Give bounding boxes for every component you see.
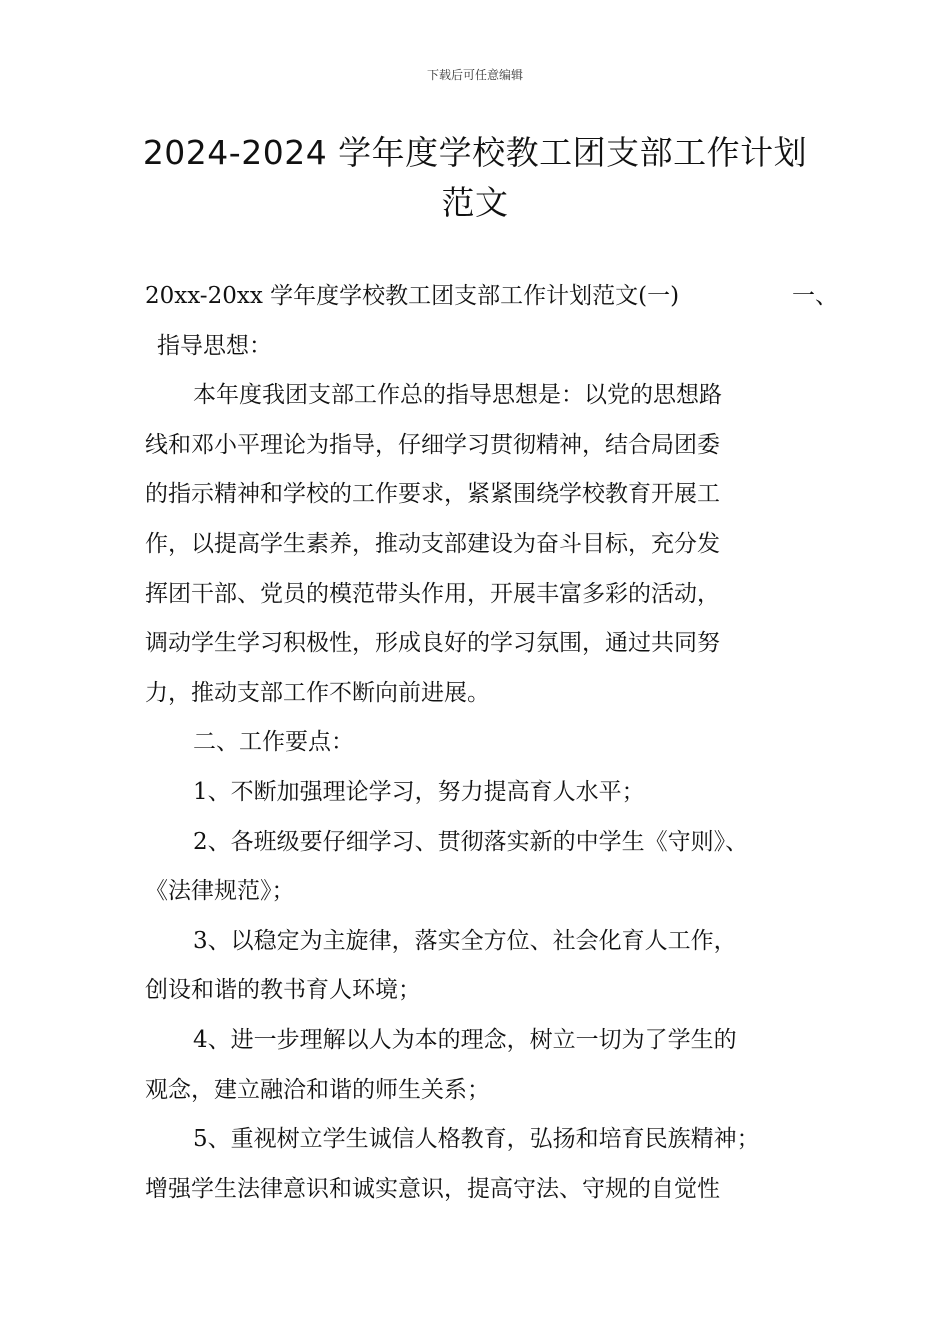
section-heading xyxy=(145,272,838,322)
paragraph-line: 调动学生学习积极性，形成良好的学习氛围，通过共同努 xyxy=(145,630,720,657)
section-heading-text: 20xx-20xx 学年度学校教工团支部工作计划范文(一) xyxy=(145,283,680,309)
paragraph-line: 挥团干部、党员的模范带头作用，开展丰富多彩的活动， xyxy=(145,580,720,607)
document-body xyxy=(145,272,838,1214)
list-item-5: 5、重视树立学生诚信人格教育，弘扬和培育民族精神； xyxy=(193,1126,760,1153)
list-item-3: 3、以稳定为主旋律，落实全方位、社会化育人工作， xyxy=(193,927,737,954)
paragraph-line: 本年度我团支部工作总的指导思想是：以党的思想路 xyxy=(193,382,722,409)
list-item-2: 2、各班级要仔细学习、贯彻落实新的中学生《守则》、 xyxy=(193,828,749,855)
list-item-4-cont: 观念，建立融洽和谐的师生关系； xyxy=(145,1076,490,1103)
paragraph-line: 力，推动支部工作不断向前进展。 xyxy=(145,679,490,706)
header-note: 下载后可任意编辑 xyxy=(426,68,523,82)
paragraph-line: 的指示精神和学校的工作要求，紧紧围绕学校教育开展工 xyxy=(145,481,720,508)
paragraph-line: 作，以提高学生素养，推动支部建设为奋斗目标，充分发 xyxy=(145,530,720,557)
list-item-2-cont: 《法律规范》； xyxy=(145,878,295,905)
list-item-4: 4、进一步理解以人为本的理念，树立一切为了学生的 xyxy=(193,1026,737,1053)
document-title xyxy=(120,128,830,228)
section-number: 一、 xyxy=(792,283,838,309)
list-item-3-cont: 创设和谐的教书育人环境； xyxy=(145,977,421,1004)
list-item-5-cont: 增强学生法律意识和诚实意识，提高守法、守规的自觉性 xyxy=(145,1175,720,1202)
list-item-1: 1、不断加强理论学习，努力提高育人水平； xyxy=(193,778,645,805)
paragraph-line: 线和邓小平理论为指导，仔细学习贯彻精神，结合局团委 xyxy=(145,431,720,458)
title-line-1: 2024-2024 学年度学校教工团支部工作计划 xyxy=(142,133,808,172)
section-2-heading: 二、工作要点： xyxy=(193,729,354,756)
title-line-2: 范文 xyxy=(441,183,509,222)
section-heading-continuation: 指导思想： xyxy=(157,332,272,359)
